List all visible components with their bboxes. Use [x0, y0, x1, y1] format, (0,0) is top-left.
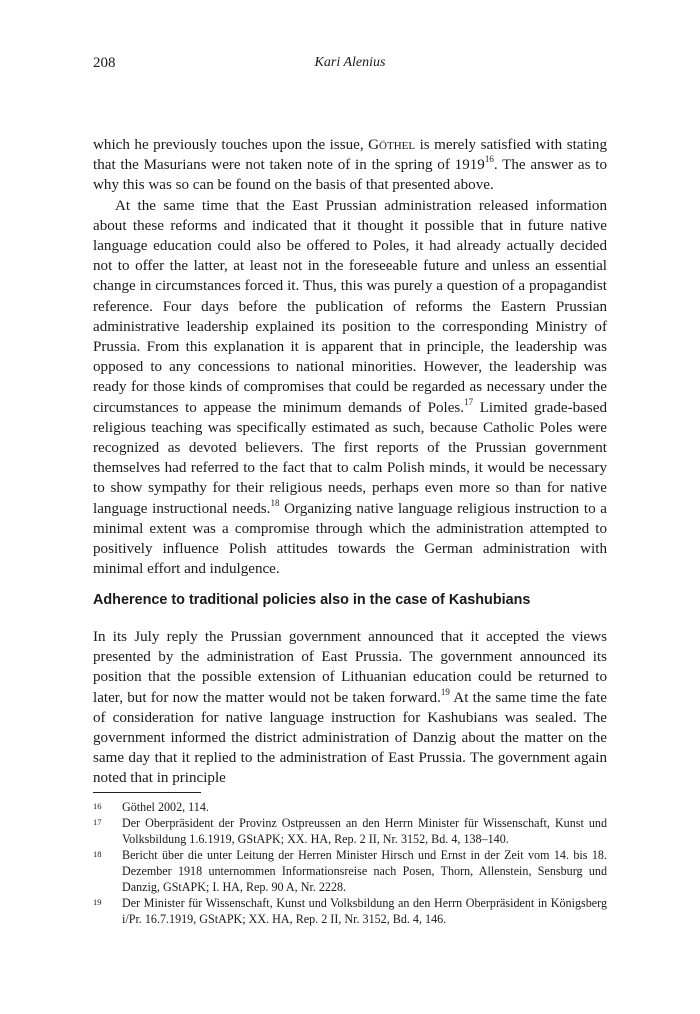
footnote-text: Göthel 2002, 114. — [122, 800, 209, 814]
paragraph-2-text-b: Limited grade-based religious teaching was specifically estimated as such, because Catholic Poles were recognized as devoted believers. The first reports of the Prussian government themselves had referred to the fact that to calm Polish minds, it would be necessary to show sympathy for their religious needs, perhaps even more so than for native language instructional needs. — [93, 399, 608, 517]
footnote-number: 19 — [93, 897, 102, 907]
paragraph-1 — [93, 135, 607, 196]
section-paragraph-1 — [93, 627, 607, 789]
running-head — [93, 55, 607, 75]
footnote-18 — [93, 847, 607, 895]
footnote-ref-16[interactable]: 16 — [484, 154, 494, 165]
author-name-gothel: Göthel — [368, 137, 416, 153]
paragraph-1-text-c: . The answer as to why this was so can be found on the basis of that presented above. — [93, 157, 607, 194]
footnote-ref-18[interactable]: 18 — [270, 497, 280, 508]
paragraph-2-text-a: At the same time that the East Prussian administration released information about these reforms and indicated that it thought it possible that in future native language education could also be offered to Poles, it had already actually decided not to offer the latter, at least not in the foreseeable future and unless an essential change in circumstances forced it. Thus, this was purely a question of a propagandist reference. Four days before the publication of reforms the Eastern Prussian administrative leadership explained its position to the corresponding Ministry of Prussia. From this explanation it is apparent that in principle, the leadership was opposed to any concessions to national minorities. However, the leadership was ready for those kinds of compromises that could be regarded as necessary under the circumstances to appease the minimum demands of Poles. — [93, 197, 607, 416]
footnote-number: 16 — [93, 801, 102, 811]
paragraph-1-text-a: which he previously touches upon the issue, — [93, 137, 369, 153]
footnote-text: Der Minister für Wissenschaft, Kunst und Volksbildung an den Herrn Oberpräsident in Königsberg i/Pr. 16.7.1919, GStAPK; XX. HA, Rep. 2 II, Nr. 3152, Bd. 4, 146. — [122, 896, 607, 926]
running-title: Kari Alenius — [314, 55, 386, 70]
footnote-divider — [93, 792, 201, 793]
footnote-19 — [93, 895, 607, 927]
footnote-ref-19[interactable]: 19 — [440, 686, 450, 697]
section-paragraph-text-b: At the same time the fate of consideration for native language instruction for Kashubians was sealed. The government informed the district administration of Danzig about the matter on the same day that it replied to the administration of East Prussia. The government again noted that in principle — [93, 689, 607, 787]
footnotes — [93, 799, 607, 927]
paragraph-1-text-b: is merely satisfied with stating that the Masurians were not taken note of in the spring of 1919 — [93, 137, 607, 174]
footnote-16 — [93, 799, 607, 815]
footnote-number: 17 — [93, 817, 102, 827]
paragraph-2 — [93, 196, 607, 580]
footnote-text: Der Oberpräsident der Provinz Ostpreussen an den Herrn Minister für Wissenschaft, Kunst und Volksbildung 1.6.1919, GStAPK; XX. HA, Rep. 2 II, Nr. 3152, Bd. 4, 138–140. — [122, 816, 607, 846]
paragraph-2-text-c: Organizing native language religious instruction to a minimal extent was a compromise through which the administration attempted to positively influence Polish attitudes towards the German administration with minimal effort and indulgence. — [93, 500, 607, 578]
section-paragraph-text-a: In its July reply the Prussian government announced that it accepted the views presented by the administration of East Prussia. The government announced its position that the possible extension of Lithuanian education could be returned to later, but for now the matter would not be taken forward. — [93, 629, 607, 706]
section-text — [93, 627, 607, 789]
footnote-text: Bericht über die unter Leitung der Herren Minister Hirsch und Ernst in der Zeit vom 14. bis 18. Dezember 1918 unternommen Informationsreise nach Posen, Thorn, Allenstein, Sensburg und Danzig, GStAPK; I. HA, Rep. 90 A, Nr. 2228. — [122, 848, 607, 894]
body-text — [93, 135, 607, 579]
footnote-ref-17[interactable]: 17 — [464, 396, 474, 407]
section-heading: Adherence to traditional policies also in the case of Kashubians — [93, 592, 531, 608]
footnote-17 — [93, 815, 607, 847]
footnote-number: 18 — [93, 849, 102, 859]
page-number: 208 — [93, 55, 116, 71]
